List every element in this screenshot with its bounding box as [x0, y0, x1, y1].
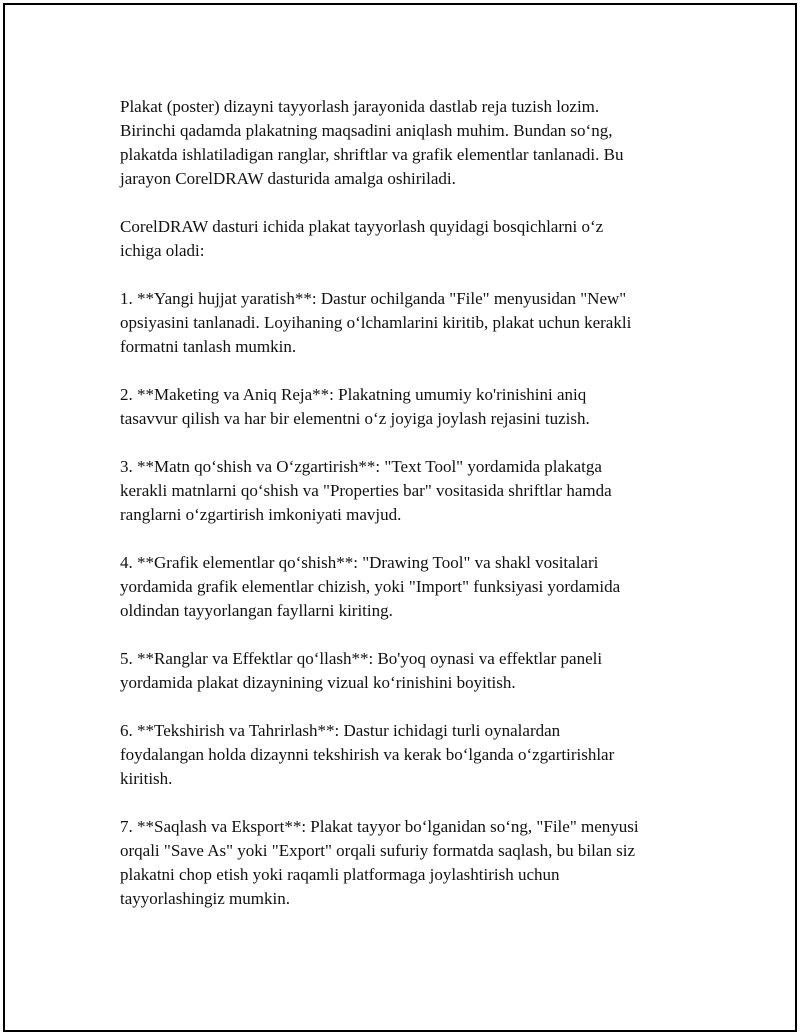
steps-intro-paragraph: CorelDRAW dasturi ichida plakat tayyorlash quyidagi bosqichlarni o‘z ichiga oladi:	[120, 217, 604, 260]
document-page	[3, 3, 797, 1032]
step-3-paragraph: 3. **Matn qo‘shish va O‘zgartirish**: "Text Tool" yordamida plakatga kerakli matnlarni qo‘shish va "Properties bar" vositasida shriftlar hamda ranglarni o‘zgartirish imkoniyati mavjud.	[120, 457, 612, 524]
step-6-paragraph: 6. **Tekshirish va Tahrirlash**: Dastur ichidagi turli oynalardan foydalangan holda dizaynni tekshirish va kerak bo‘lganda o‘zgartirishlar kiritish.	[120, 721, 615, 788]
step-4-paragraph: 4. **Grafik elementlar qo‘shish**: "Drawing Tool" va shakl vositalari yordamida grafik elementlar chizish, yoki "Import" funksiyasi yordamida oldindan tayyorlangan fayllarni kiriting.	[120, 553, 621, 620]
document-body	[120, 95, 690, 935]
step-2-paragraph: 2. **Maketing va Aniq Reja**: Plakatning umumiy ko'rinishini aniq tasavvur qilish va har bir elementni o‘z joyiga joylash rejasini tuzish.	[120, 385, 590, 428]
step-7-paragraph: 7. **Saqlash va Eksport**: Plakat tayyor bo‘lganidan so‘ng, "File" menyusi orqali "Save As" yoki "Export" orqali sufuriy formatda saqlash, bu bilan siz plakatni chop etish yoki raqamli platformaga joylashtirish uchun tayyorlashingiz mumkin.	[120, 817, 639, 908]
intro-paragraph: Plakat (poster) dizayni tayyorlash jarayonida dastlab reja tuzish lozim. Birinchi qadamda plakatning maqsadini aniqlash muhim. Bundan so‘ng, plakatda ishlatiladigan ranglar, shriftlar va grafik elementlar tanlanadi. Bu jarayon CorelDRAW dasturida amalga oshiriladi.	[120, 97, 624, 188]
step-5-paragraph: 5. **Ranglar va Effektlar qo‘llash**: Bo'yoq oynasi va effektlar paneli yordamida plakat dizaynining vizual ko‘rinishini boyitish.	[120, 649, 603, 692]
step-1-paragraph: 1. **Yangi hujjat yaratish**: Dastur ochilganda "File" menyusidan "New" opsiyasini tanlanadi. Loyihaning o‘lchamlarini kiritib, plakat uchun kerakli formatni tanlash mumkin.	[120, 289, 632, 356]
